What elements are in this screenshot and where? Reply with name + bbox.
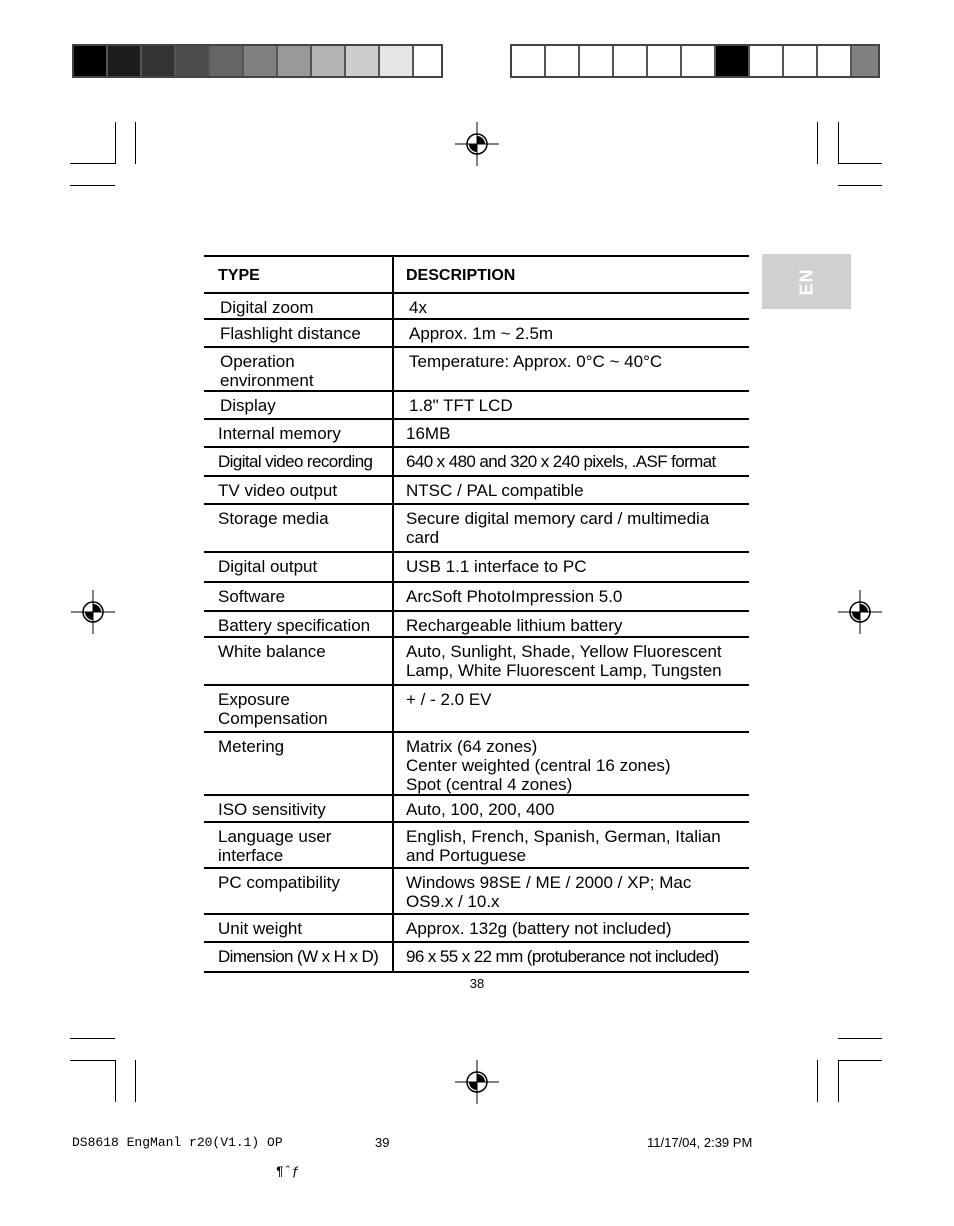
color-swatch [244,46,278,76]
table-row [204,320,749,348]
table-row [204,553,749,583]
spec-type-cell: ISO sensitivity [204,796,394,821]
spec-type-cell: Dimension (W x H x D) [204,943,394,971]
page-number: 38 [469,976,485,991]
color-swatch [346,46,380,76]
spec-description-cell: NTSC / PAL compatible [406,481,584,500]
spec-description-cell: Rechargeable lithium battery [406,616,623,635]
color-swatch [614,46,648,76]
footer-glyph: ¶ˆƒ [276,1164,300,1179]
spec-type-cell: Unit weight [204,915,394,941]
spec-description-cell: + / - 2.0 EV [406,690,492,709]
spec-type-cell: Internal memory [204,420,394,446]
color-swatch [512,46,546,76]
crop-mark [115,122,116,164]
crop-mark [135,122,136,164]
spec-description-cell: Approx. 132g (battery not included) [406,919,672,938]
color-swatch [818,46,852,76]
table-row [204,477,749,505]
spec-description-cell: 4x [409,298,427,317]
color-swatch [176,46,210,76]
spec-description-cell: Auto, Sunlight, Shade, Yellow Fluorescent Lamp, White Fluorescent Lamp, Tungsten [406,642,722,680]
crop-mark [70,1038,115,1039]
crop-mark [838,1060,882,1061]
table-header-row [204,255,749,294]
crop-mark [817,1060,818,1102]
spec-type-cell: Digital zoom [204,294,394,318]
color-swatch [750,46,784,76]
crop-mark [838,1038,882,1039]
color-swatch [580,46,614,76]
spec-type-cell: Battery specification [204,612,394,636]
color-swatch [312,46,346,76]
crop-mark [70,1060,115,1061]
spec-description-cell: Windows 98SE / ME / 2000 / XP; Mac OS9.x / 10.x [406,873,692,911]
color-swatch [210,46,244,76]
crop-mark [135,1060,136,1102]
table-row [204,448,749,477]
crop-mark [115,1060,116,1102]
table-row [204,823,749,869]
spec-type-cell: Flashlight distance [204,320,394,346]
spec-description-cell: Auto, 100, 200, 400 [406,800,555,819]
spec-type-cell: White balance [204,638,394,684]
table-row [204,943,749,973]
color-swatch [74,46,108,76]
language-tab-label: EN [796,267,816,296]
crop-mark [838,185,882,186]
footer-sheet-number: 39 [375,1135,390,1150]
spec-description-cell: English, French, Spanish, German, Italian and Portuguese [406,827,721,865]
spec-type-cell: Exposure Compensation [204,686,394,731]
color-swatch [784,46,818,76]
footer-filename: DS8618 EngManl r20(V1.1) OP [72,1135,283,1150]
table-row [204,915,749,943]
crop-mark [838,122,839,164]
spec-type-cell: Digital video recording [204,448,394,475]
table-row [204,869,749,915]
table-row [204,638,749,686]
table-row [204,733,749,796]
registration-target-icon [455,122,499,166]
color-swatch [108,46,142,76]
registration-target-icon [71,590,115,634]
footer-timestamp: 11/17/04, 2:39 PM [647,1135,753,1150]
spec-description-cell: ArcSoft PhotoImpression 5.0 [406,587,623,606]
crop-mark [70,163,115,164]
specifications-table [204,255,749,973]
spec-type-cell: TV video output [204,477,394,503]
table-row [204,612,749,638]
column-header-type: TYPE [204,257,394,292]
registration-target-icon [455,1060,499,1104]
spec-type-cell: Metering [204,733,394,794]
table-row [204,294,749,320]
color-swatch [278,46,312,76]
table-row [204,348,749,392]
spec-type-cell: Language user interface [204,823,394,867]
color-swatch [852,46,878,76]
table-row [204,420,749,448]
grayscale-calibration-bar [72,44,443,78]
registration-target-icon [838,590,882,634]
spec-description-cell: Secure digital memory card / multimedia card [406,509,710,547]
table-row [204,392,749,420]
crop-mark [817,122,818,164]
registration-calibration-bar [510,44,880,78]
color-swatch [380,46,414,76]
column-header-description: DESCRIPTION [406,267,516,284]
color-swatch [716,46,750,76]
spec-type-cell: Storage media [204,505,394,551]
spec-description-cell: Approx. 1m ~ 2.5m [409,324,554,343]
table-row [204,686,749,733]
color-swatch [142,46,176,76]
language-tab [762,254,851,309]
spec-description-cell: 640 x 480 and 320 x 240 pixels, .ASF format [406,452,716,471]
color-swatch [546,46,580,76]
spec-type-cell: PC compatibility [204,869,394,913]
crop-mark [838,1060,839,1102]
color-swatch [414,46,441,76]
spec-type-cell: Operation environment [204,348,394,390]
crop-mark [70,185,115,186]
spec-description-cell: 16MB [406,424,451,443]
spec-description-cell: Matrix (64 zones) Center weighted (central 16 zones) Spot (central 4 zones) [406,737,671,794]
crop-mark [838,163,882,164]
spec-type-cell: Digital output [204,553,394,581]
color-swatch [682,46,716,76]
spec-type-cell: Software [204,583,394,610]
spec-description-cell: Temperature: Approx. 0°C ~ 40°C [409,352,663,371]
spec-description-cell: 1.8" TFT LCD [409,396,513,415]
table-row [204,583,749,612]
spec-description-cell: USB 1.1 interface to PC [406,557,587,576]
spec-type-cell: Display [204,392,394,418]
spec-description-cell: 96 x 55 x 22 mm (protuberance not included) [406,947,719,966]
table-row [204,505,749,553]
table-row [204,796,749,823]
color-swatch [648,46,682,76]
